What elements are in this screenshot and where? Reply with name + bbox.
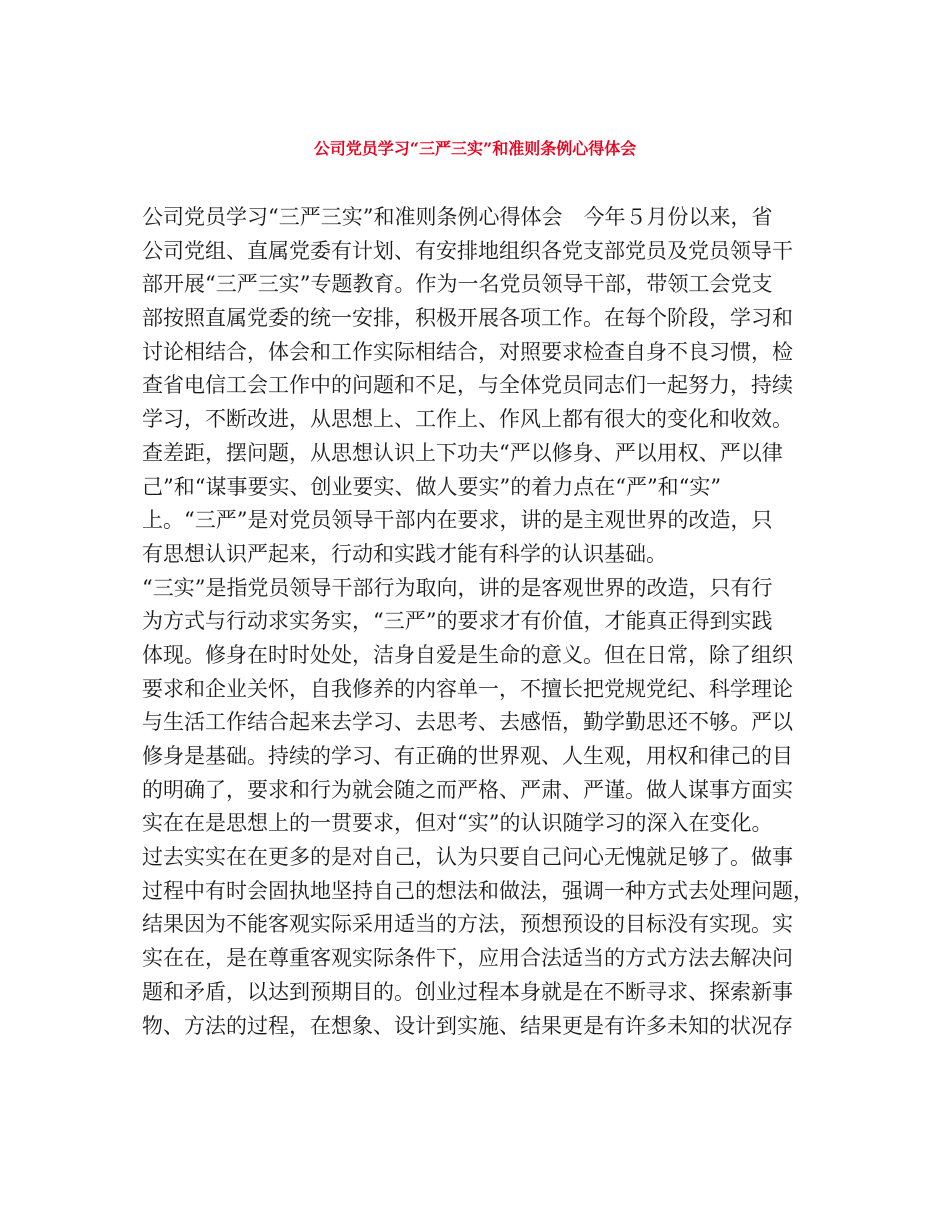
body-text-line: 实在在，是在尊重客观实际条件下，应用合法适当的方式方法去解决问 bbox=[142, 946, 793, 971]
body-text-line: 要求和企业关怀，自我修养的内容单一，不擅长把党规党纪、科学理论 bbox=[142, 676, 793, 701]
body-text-line: 体现。修身在时时处处，洁身自爱是生命的意义。但在日常，除了组织 bbox=[142, 642, 793, 667]
body-text-line: 公司党组、直属党委有计划、有安排地组织各党支部党员及党员领导干 bbox=[142, 238, 793, 263]
body-text-line: 修身是基础。持续的学习、有正确的世界观、人生观，用权和律己的目 bbox=[142, 744, 793, 768]
body-text-line: 公司党员学习“三严三实”和准则条例心得体会 今年５月份以来，省 bbox=[142, 205, 773, 229]
body-text-line: 过去实实在在更多的是对自己，认为只要自己问心无愧就足够了。做事 bbox=[142, 845, 793, 870]
body-text-line: 部开展“三严三实”专题教育。作为一名党员领导干部，带领工会党支 bbox=[142, 272, 773, 297]
body-text-line: 学习，不断改进，从思想上、工作上、作风上都有很大的变化和收效。 bbox=[142, 407, 793, 432]
body-text-line: 实在在是思想上的一贯要求，但对“实”的认识随学习的深入在变化。 bbox=[142, 811, 773, 836]
body-text-line: 与生活工作结合起来去学习、去思考、去感悟，勤学勤思还不够。严以 bbox=[142, 710, 793, 735]
body-text-line: 讨论相结合，体会和工作实际相结合，对照要求检查自身不良习惯，检 bbox=[142, 339, 793, 364]
body-text-line: 上。“三严”是对党员领导干部内在要求，讲的是主观世界的改造，只 bbox=[142, 508, 773, 533]
body-text-line: 物、方法的过程，在想象、设计到实施、结果更是有许多未知的状况存 bbox=[142, 1013, 793, 1038]
body-text-line: “三实”是指党员领导干部行为取向，讲的是客观世界的改造，只有行 bbox=[142, 575, 773, 600]
body-text-line: 过程中有时会固执地坚持自己的想法和做法，强调一种方式去处理问题， bbox=[142, 878, 814, 903]
body-text-line: 的明确了，要求和行为就会随之而严格、严肃、严谨。做人谋事方面实 bbox=[142, 777, 793, 802]
body-text-line: 题和矛盾，以达到预期目的。创业过程本身就是在不断寻求、探索新事 bbox=[142, 979, 793, 1004]
body-text-line: 有思想认识严起来，行动和实践才能有科学的认识基础。 bbox=[142, 541, 667, 566]
body-text-line: 查差距，摆问题，从思想认识上下功夫“严以修身、严以用权、严以律 bbox=[142, 440, 783, 465]
body-text-line: 结果因为不能客观实际采用适当的方法，预想预设的目标没有实现。实 bbox=[142, 912, 793, 937]
body-text-line: 查省电信工会工作中的问题和不足，与全体党员同志们一起努力，持续 bbox=[142, 373, 793, 398]
document-title: 公司党员学习“三严三实”和准则条例心得体会 bbox=[313, 139, 637, 158]
body-text-line: 己”和“谋事要实、创业要实、做人要实”的着力点在“严”和“实” bbox=[142, 474, 722, 499]
body-text-line: 部按照直属党委的统一安排，积极开展各项工作。在每个阶段，学习和 bbox=[142, 306, 793, 331]
document-body bbox=[142, 201, 832, 1043]
body-text-line: 为方式与行动求实务实，“三严”的要求才有价值，才能真正得到实践 bbox=[142, 609, 773, 634]
